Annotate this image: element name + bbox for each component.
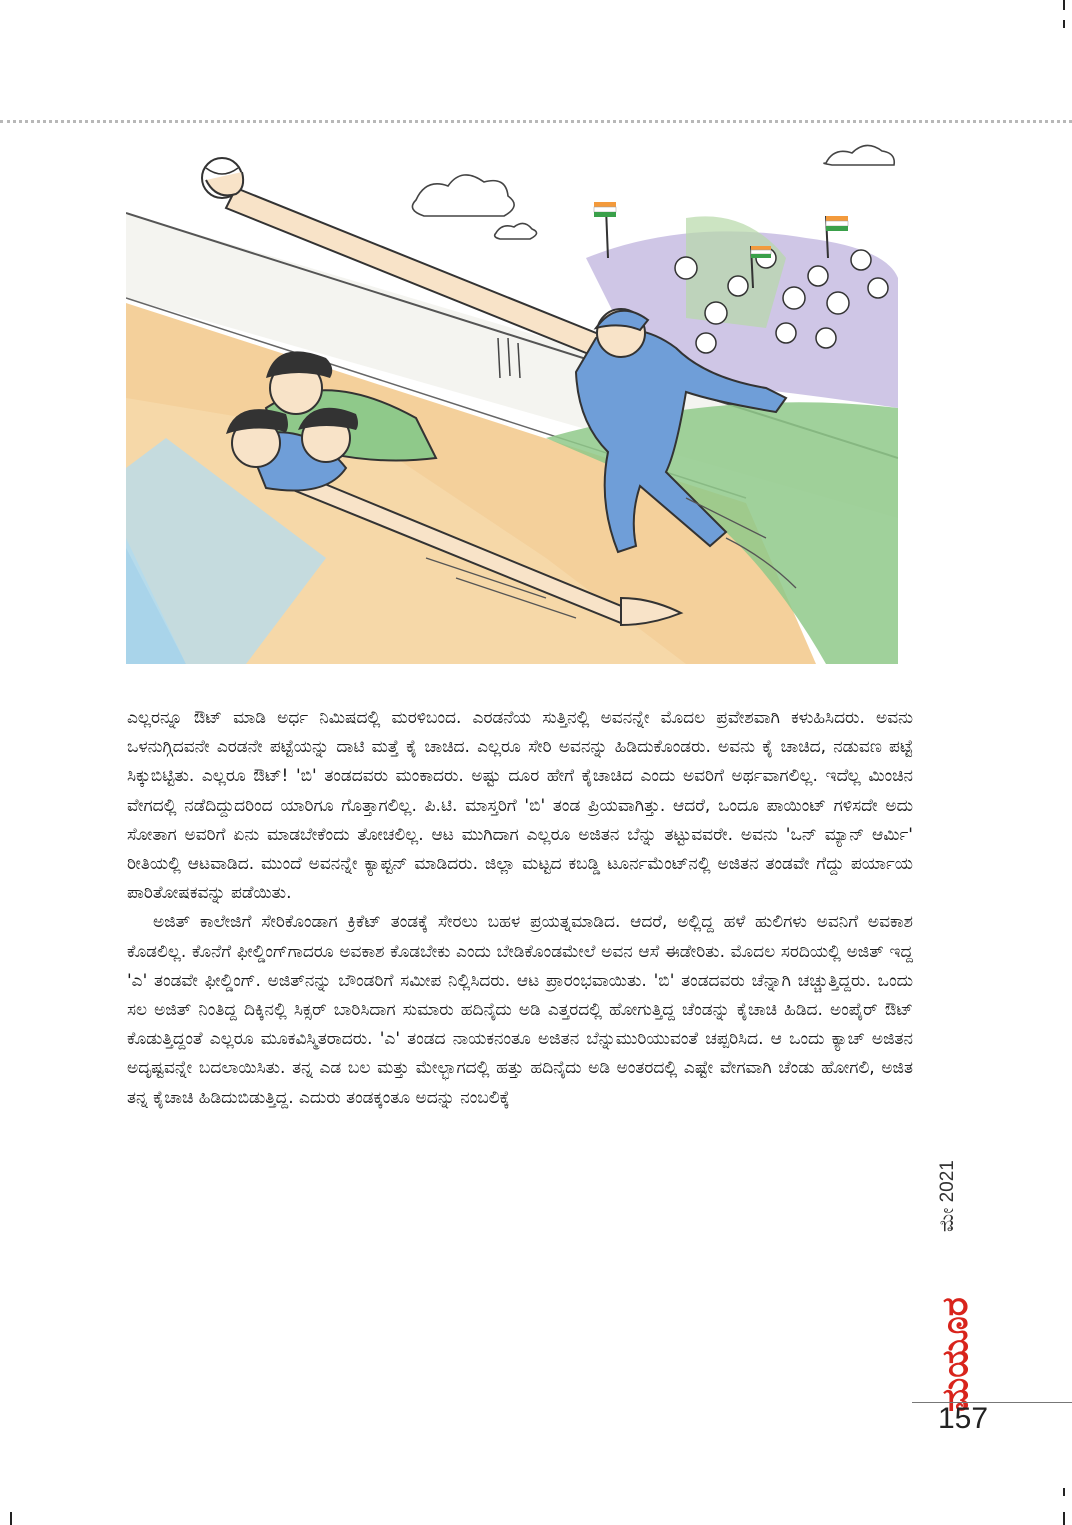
story-body-text: [127, 704, 913, 1113]
crop-mark-bottom-left: [10, 1512, 12, 1525]
paragraph-1: ಎಲ್ಲರನ್ನೂ ಔಟ್ ಮಾಡಿ ಅರ್ಧ ನಿಮಿಷದಲ್ಲಿ ಮರಳಿಬಂದ. ಎರಡನೆಯ ಸುತ್ತಿನಲ್ಲಿ ಅವನನ್ನೇ ಮೊದಲ ಪ್ರವೇಶವಾಗಿ ಕಳುಹಿಸಿದರು. ಅವನು ಒಳನುಗ್ಗಿದವನೇ ಎರಡನೇ ಪಟ್ಟೆಯನ್ನು ದಾಟಿ ಮತ್ತೆ ಕೈ ಚಾಚಿದ. ಎಲ್ಲರೂ ಸೇರಿ ಅವನನ್ನು ಹಿಡಿದುಕೊಂಡರು. ಅವನು ಕೈ ಚಾಚಿದ, ನಡುವಣ ಪಟ್ಟೆ ಸಿಕ್ಕುಬಿಟ್ಟಿತು. ಎಲ್ಲರೂ ಔಟ್! 'ಬಿ' ತಂಡದವರು ಮಂಕಾದರು. ಅಷ್ಟು ದೂರ ಹೇಗೆ ಕೈಚಾಚಿದ ಎಂದು ಅವರಿಗೆ ಅರ್ಥವಾಗಲಿಲ್ಲ. ಇದೆಲ್ಲ ಮಿಂಚಿನ ವೇಗದಲ್ಲಿ ನಡೆದಿದ್ದುದರಿಂದ ಯಾರಿಗೂ ಗೊತ್ತಾಗಲಿಲ್ಲ. ಪಿ.ಟಿ. ಮಾಸ್ತರಿಗೆ 'ಬಿ' ತಂಡ ಪ್ರಿಯವಾಗಿತ್ತು. ಆದರೆ, ಒಂದೂ ಪಾಯಿಂಟ್ ಗಳಿಸದೇ ಅದು ಸೋತಾಗ ಅವರಿಗೆ ಏನು ಮಾಡಬೇಕೆಂದು ತೋಚಲಿಲ್ಲ. ಆಟ ಮುಗಿದಾಗ ಎಲ್ಲರೂ ಅಜಿತನ ಬೆನ್ನು ತಟ್ಟುವವರೇ. ಅವನು 'ಒನ್ ಮ್ಯಾನ್ ಆರ್ಮಿ' ರೀತಿಯಲ್ಲಿ ಆಟವಾಡಿದ. ಮುಂದೆ ಅವನನ್ನೇ ಕ್ಯಾಪ್ಟನ್ ಮಾಡಿದರು. ಜಿಲ್ಲಾ ಮಟ್ಟದ ಕಬಡ್ಡಿ ಟೂರ್ನಮೆಂಟ್‌ನಲ್ಲಿ ಅಜಿತನ ತಂಡವೇ ಗೆದ್ದು ಪರ್ಯಾಯ ಪಾರಿತೋಷಕವನ್ನು ಪಡೆಯಿತು.: [127, 708, 913, 904]
footer-rule: [912, 1402, 1072, 1403]
magazine-logo: ಮಯೂರ: [935, 1297, 976, 1412]
top-dotted-rule: [0, 120, 1072, 123]
paragraph-2: ಅಜಿತ್ ಕಾಲೇಜಿಗೆ ಸೇರಿಕೊಂಡಾಗ ಕ್ರಿಕೆಟ್ ತಂಡಕ್ಕೆ ಸೇರಲು ಬಹಳ ಪ್ರಯತ್ನಮಾಡಿದ. ಆದರೆ, ಅಲ್ಲಿದ್ದ ಹಳೆ ಹುಲಿಗಳು ಅವನಿಗೆ ಅವಕಾಶ ಕೊಡಲಿಲ್ಲ. ಕೊನೆಗೆ ಫೀಲ್ಡಿಂಗ್‌ಗಾದರೂ ಅವಕಾಶ ಕೊಡಬೇಕು ಎಂದು ಬೇಡಿಕೊಂಡಮೇಲೆ ಅವನ ಆಸೆ ಈಡೇರಿತು. ಮೊದಲ ಸರದಿಯಲ್ಲಿ ಅಜಿತ್ ಇದ್ದ 'ಎ' ತಂಡವೇ ಫೀಲ್ಡಿಂಗ್. ಅಜಿತ್‌ನನ್ನು ಬೌಂಡರಿಗೆ ಸಮೀಪ ನಿಲ್ಲಿಸಿದರು. ಆಟ ಪ್ರಾರಂಭವಾಯಿತು. 'ಬಿ' ತಂಡದವರು ಚೆನ್ನಾಗಿ ಚಚ್ಚುತ್ತಿದ್ದರು. ಒಂದು ಸಲ ಅಜಿತ್ ನಿಂತಿದ್ದ ದಿಕ್ಕಿನಲ್ಲಿ ಸಿಕ್ಸರ್ ಬಾರಿಸಿದಾಗ ಸುಮಾರು ಹದಿನೈದು ಅಡಿ ಎತ್ತರದಲ್ಲಿ ಹೋಗುತ್ತಿದ್ದ ಚೆಂಡನ್ನು ಕೈಚಾಚಿ ಹಿಡಿದ. ಅಂಪೈರ್ ಔಟ್ ಕೊಡುತ್ತಿದ್ದಂತೆ ಎಲ್ಲರೂ ಮೂಕವಿಸ್ಮಿತರಾದರು. 'ಎ' ತಂಡದ ನಾಯಕನಂತೂ ಅಜಿತನ ಬೆನ್ನುಮುರಿಯುವಂತೆ ಚಪ್ಪರಿಸಿದ. ಆ ಒಂದು ಕ್ಯಾಚ್ ಅಜಿತನ ಅದೃಷ್ಟವನ್ನೇ ಬದಲಾಯಿಸಿತು. ತನ್ನ ಎಡ ಬಲ ಮತ್ತು ಮೇಲ್ಭಾಗದಲ್ಲಿ ಹತ್ತು ಹದಿನೈದು ಅಡಿ ಅಂತರದಲ್ಲಿ ಎಷ್ಟೇ ವೇಗವಾಗಿ ಚೆಂಡು ಹೋಗಲಿ, ಅಜಿತ ತನ್ನ ಕೈಚಾಚಿ ಹಿಡಿದುಬಿಡುತ್ತಿದ್ದ. ಎದುರು ತಂಡಕ್ಕಂತೂ ಅದನ್ನು ನಂಬಲಿಕ್ಕೆ: [127, 912, 913, 1108]
page-number: 157: [938, 1402, 989, 1435]
cricket-catch-cartoon-icon: [126, 138, 898, 664]
crop-mark-bottom-right-v: [1063, 1512, 1065, 1525]
issue-date: ಮೇ 2021: [937, 1160, 958, 1232]
crop-mark-top-right-h: [1063, 20, 1065, 28]
crop-mark-top-right: [1063, 0, 1065, 10]
cricket-catch-illustration: [126, 138, 898, 664]
crop-mark-bottom-right: [1063, 1488, 1065, 1496]
